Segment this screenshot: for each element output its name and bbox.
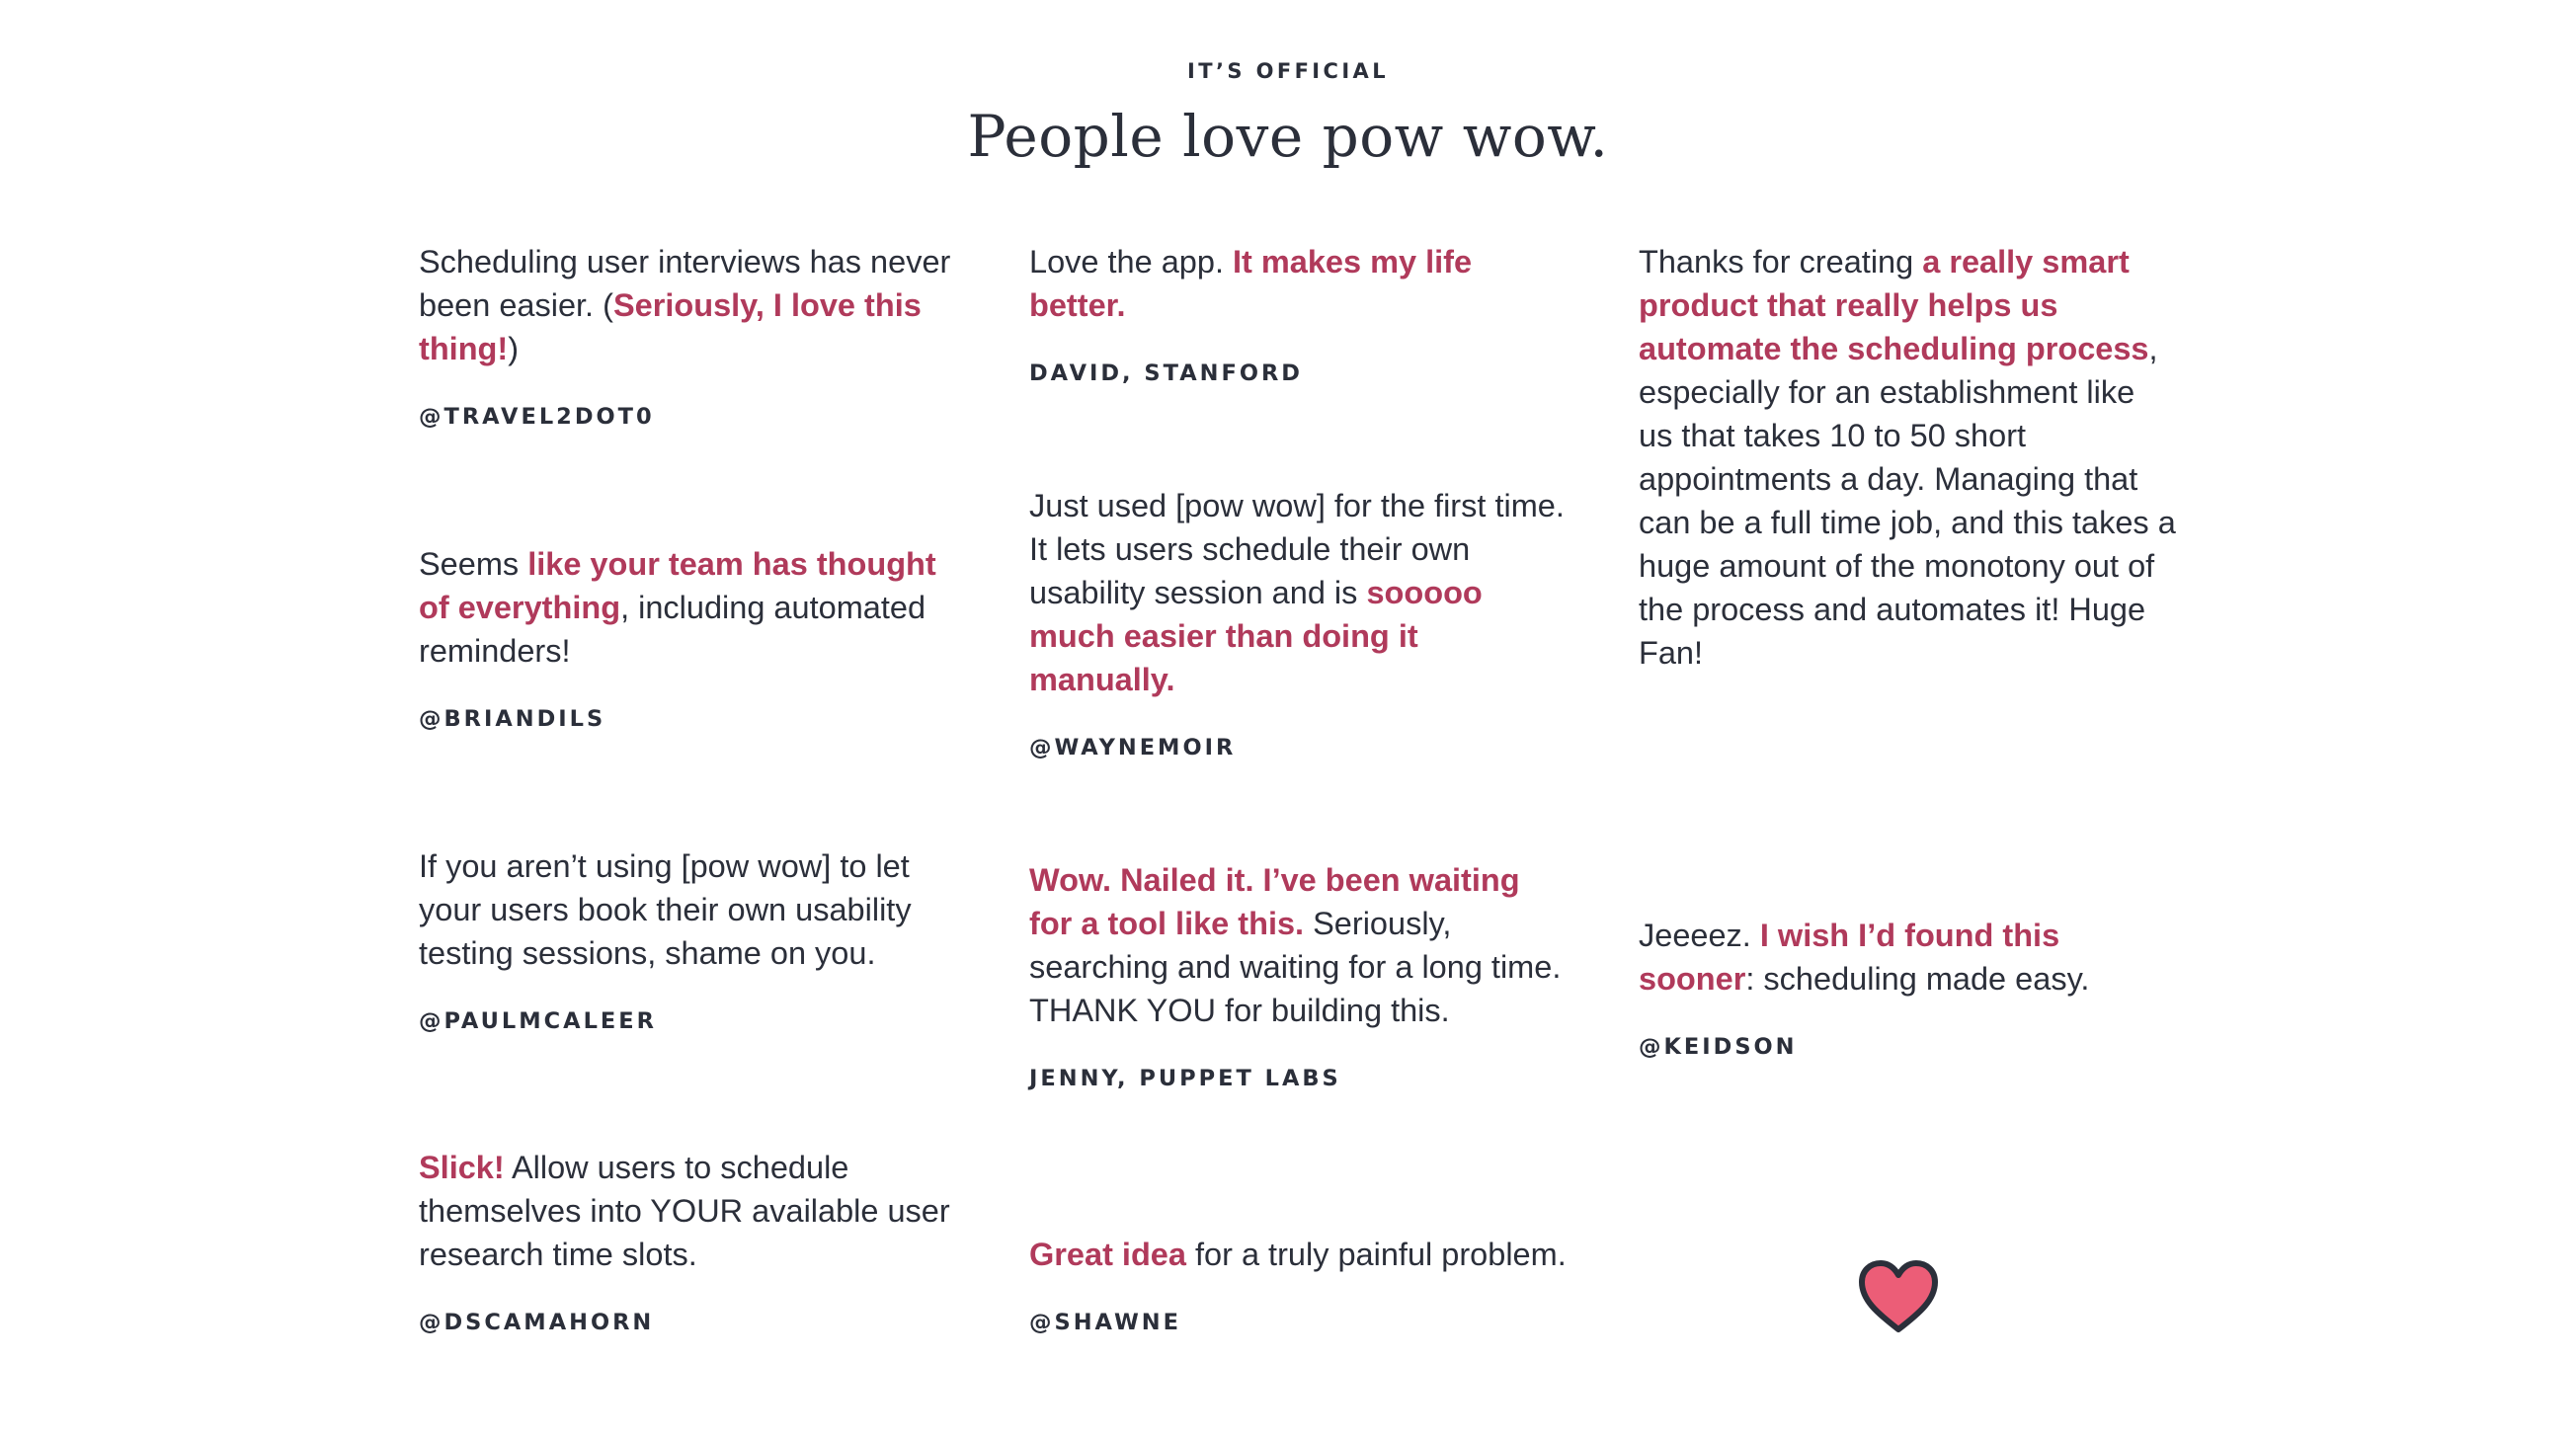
page-title: People love pow wow. xyxy=(967,103,1609,170)
testimonial-quote xyxy=(1639,240,2177,675)
testimonial-author: @WAYNEMOIR xyxy=(1029,735,1237,761)
quote-highlight: Great idea xyxy=(1029,1237,1186,1272)
testimonial-quote xyxy=(419,1146,957,1276)
quote-text: Thanks for creating xyxy=(1639,244,1923,280)
quote-highlight: like your team has thought of everything xyxy=(419,546,936,625)
quote-highlight: a really smart product that really helps us automate the scheduling process xyxy=(1639,244,2149,366)
testimonial-quote xyxy=(419,844,957,975)
testimonial-card xyxy=(419,1146,957,1335)
testimonial-card xyxy=(1029,1233,1568,1335)
testimonial-quote xyxy=(1029,1233,1568,1276)
testimonial-card xyxy=(1639,914,2177,1060)
quote-highlight: sooooo much easier than doing it manually. xyxy=(1029,575,1483,697)
quote-highlight: Wow. Nailed it. I’ve been waiting for a tool like this. xyxy=(1029,862,1520,941)
testimonial-author: JENNY, PUPPET LABS xyxy=(1029,1066,1341,1091)
quote-text: Seems xyxy=(419,546,528,582)
quote-highlight: It makes my life better. xyxy=(1029,244,1473,323)
testimonial-card xyxy=(1029,484,1568,761)
testimonial-quote xyxy=(1029,858,1568,1032)
testimonial-author: @TRAVEL2DOT0 xyxy=(419,404,655,430)
testimonial-quote xyxy=(1029,484,1568,701)
testimonial-author: @BRIANDILS xyxy=(419,706,606,732)
heart-icon xyxy=(1857,1258,1940,1335)
testimonial-card xyxy=(419,542,957,732)
testimonial-author: @DSCAMAHORN xyxy=(419,1310,655,1335)
quote-text: Jeeeez. xyxy=(1639,918,1760,953)
quote-text: for a truly painful problem. xyxy=(1185,1237,1567,1272)
testimonial-author: @SHAWNE xyxy=(1029,1310,1181,1335)
testimonial-card xyxy=(1029,858,1568,1091)
testimonial-card xyxy=(1029,240,1568,386)
quote-text: Allow users to schedule themselves into YOUR available user research time slots. xyxy=(419,1150,950,1272)
quote-text: : scheduling made easy. xyxy=(1745,961,2090,997)
quote-highlight: Seriously, I love this thing! xyxy=(419,287,922,366)
testimonial-quote xyxy=(1639,914,2177,1001)
quote-text: , especially for an establishment like us that takes 10 to 50 short appointments a day. Managing that can be a full time job, and this takes a huge amount of the monotony out of the process and automates it! Huge Fan! xyxy=(1639,331,2176,671)
testimonial-card xyxy=(1639,240,2177,675)
quote-highlight: Slick! xyxy=(419,1150,505,1185)
quote-text: , including automated reminders! xyxy=(419,590,926,669)
quote-text: ) xyxy=(508,331,520,366)
quote-text: Love the app. xyxy=(1029,244,1233,280)
quote-text: Scheduling user interviews has never been easier. ( xyxy=(419,244,951,323)
testimonial-quote xyxy=(419,240,957,370)
testimonial-author: DAVID, STANFORD xyxy=(1029,360,1303,386)
testimonial-quote xyxy=(419,542,957,673)
testimonial-author: @PAULMCALEER xyxy=(419,1008,657,1034)
quote-highlight: I wish I’d found this sooner xyxy=(1639,918,2060,997)
testimonial-quote xyxy=(1029,240,1568,327)
testimonial-author: @KEIDSON xyxy=(1639,1034,1798,1060)
quote-text: Just used [pow wow] for the first time. It lets users schedule their own usability session and is xyxy=(1029,488,1565,610)
quote-text: Seriously, searching and waiting for a long time. THANK YOU for building this. xyxy=(1029,906,1562,1028)
quote-text: If you aren’t using [pow wow] to let your users book their own usability testing sessions, shame on you. xyxy=(419,848,912,971)
testimonial-card xyxy=(419,240,957,430)
testimonial-card xyxy=(419,844,957,1034)
eyebrow-label: IT’S OFFICIAL xyxy=(1187,59,1389,83)
